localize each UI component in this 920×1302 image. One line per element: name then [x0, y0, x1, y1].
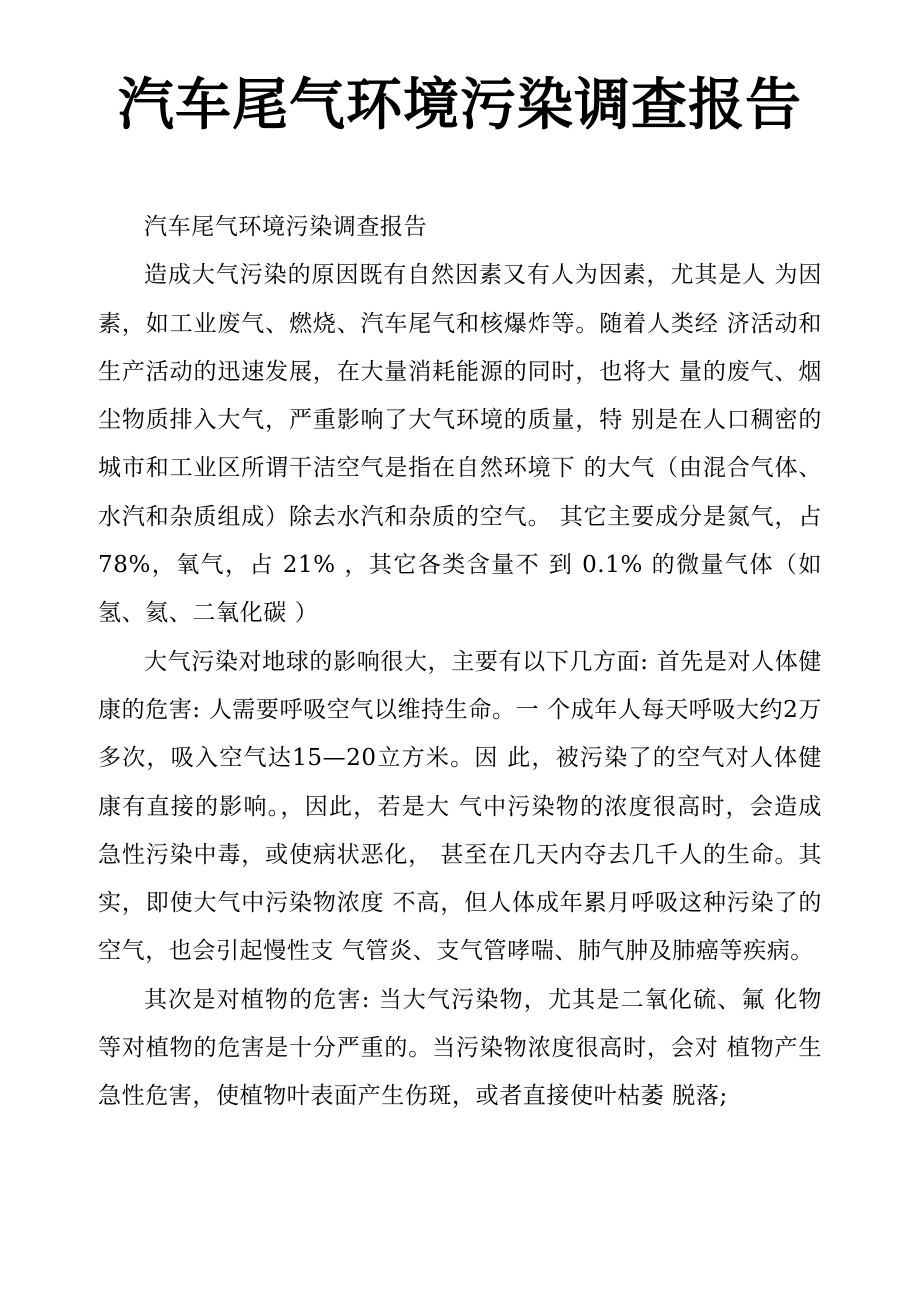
document-body	[98, 203, 822, 1121]
paragraph-health-effects: 大气污染对地球的影响很大，主要有以下几方面: 首先是对人体健康的危害: 人需要呼吸空气以维持生命。一 个成年人每天呼吸大约2万多次，吸入空气达15—20立方米。因 此，被污染了的空气对人体健康有直接的影响。，因此，若是大 气中污染物的浓度很高时，会造成急性污染中毒，或使病状恶化， 甚至在几天内夺去几千人的生命。其实，即使大气中污染物浓度 不高，但人体成年累月呼吸这种污染了的空气，也会引起慢性支 气管炎、支气管哮喘、肺气肿及肺癌等疾病。	[98, 648, 822, 965]
paragraph-plant-effects: 其次是对植物的危害: 当大气污染物，尤其是二氧化硫、氟 化物等对植物的危害是十分严重的。当污染物浓度很高时，会对 植物产生急性危害，使植物叶表面产生伤斑，或者直接使叶枯萎 脱落;	[98, 986, 822, 1110]
paragraph-causes: 造成大气污染的原因既有自然因素又有人为因素，尤其是人 为因素，如工业废气、燃烧、汽车尾气和核爆炸等。随着人类经 济活动和生产活动的迅速发展，在大量消耗能源的同时，也将大 量的废气、烟尘物质排入大气，严重影响了大气环境的质量，特 别是在人口稠密的城市和工业区所谓干洁空气是指在自然环境下 的大气（由混合气体、水汽和杂质组成）除去水汽和杂质的空气。 其它主要成分是氮气，占 78%，氧气，占 21% ，其它各类含量不 到 0.1% 的微量气体（如氢、氦、二氧化碳 ）	[98, 262, 822, 627]
document-title: 汽车尾气环境污染调查报告	[118, 73, 802, 138]
paragraph-subtitle: 汽车尾气环境污染调查报告	[144, 214, 428, 240]
